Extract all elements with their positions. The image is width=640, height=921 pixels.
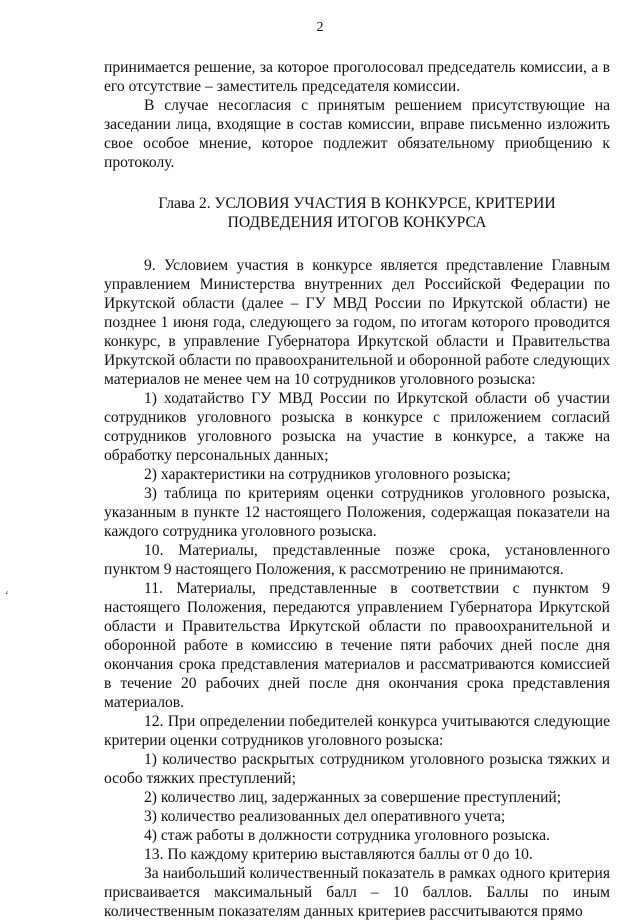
subitem-12-3: 3) количество реализованных дел оперативного учета;: [144, 808, 506, 825]
document-body: [104, 58, 610, 921]
subitem-9-2: 2) характеристики на сотрудников уголовного розыска;: [144, 466, 511, 483]
paragraph-item-12: 12. При определении победителей конкурса учитываются следующие критерии оценки сотрудников уголовного розыска:: [104, 713, 610, 749]
subitem-12-4: 4) стаж работы в должности сотрудника уголовного розыска.: [144, 827, 550, 844]
page-number: 2: [316, 20, 324, 35]
paragraph-item-10: 10. Материалы, представленные позже срока, установленного пунктом 9 настоящего Положения, к рассмотрению не принимаются.: [104, 542, 610, 578]
paragraph-dissent: В случае несогласия с принятым решением присутствующие на заседании лица, входящие в состав комиссии, вправе письменно изложить свое особое мнение, которое подлежит обязательному приобщению к протоколу.: [104, 97, 610, 171]
paragraph-item-13: 13. По каждому критерию выставляются баллы от 0 до 10.: [144, 846, 533, 863]
subitem-9-1: 1) ходатайство ГУ МВД России по Иркутской области об участии сотрудников уголовного розыска в конкурсе с приложением согласий сотрудников уголовного розыска на участие в конкурсе, а также на обработку персональных данных;: [104, 390, 610, 464]
paragraph-max-score: За наибольший количественный показатель в рамках одного критерия присваивается максимальный балл – 10 баллов. Баллы по иным количественным показателям данных критериев рассчитываются прямо: [104, 865, 610, 920]
paragraph-item-11: 11. Материалы, представленные в соответствии с пунктом 9 настоящего Положения, передаются управлением Губернатора Иркутской области и Правительства Иркутской области по правоохранительной и оборонной работе в комиссию в течение пяти рабочих дней после дня окончания срока представления материалов и рассматриваются комиссией в течение 20 рабочих дней после дня окончания срока представления материалов.: [104, 580, 610, 711]
subitem-9-3: 3) таблица по критериям оценки сотрудников уголовного розыска, указанным в пункте 12 настоящего Положения, содержащая показатели на каждого сотрудника уголовного розыска.: [104, 485, 610, 540]
chapter-title: Глава 2. УСЛОВИЯ УЧАСТИЯ В КОНКУРСЕ, КРИТЕРИИ ПОДВЕДЕНИЯ ИТОГОВ КОНКУРСА: [158, 195, 556, 231]
paragraph-item-9: 9. Условием участия в конкурсе является представление Главным управлением Министерства внутренних дел Российской Федерации по Иркутской области (далее – ГУ МВД России по Иркутской области) не позднее 1 июня года, следующего за годом, по итогам которого проводится конкурс, в управление Губернатора Иркутской области и Правительства Иркутской области по правоохранительной и оборонной работе следующих материалов не менее чем на 10 сотрудников уголовного розыска:: [104, 257, 610, 388]
paragraph-decision-continuation: принимается решение, за которое проголосовал председатель комиссии, а в его отсутствие – заместитель председателя комиссии.: [104, 59, 610, 95]
subitem-12-1: 1) количество раскрытых сотрудником уголовного розыска тяжких и особо тяжких преступлений;: [104, 751, 610, 787]
margin-mark: ʻ: [5, 588, 9, 602]
subitem-12-2: 2) количество лиц, задержанных за совершение преступлений;: [144, 789, 562, 806]
